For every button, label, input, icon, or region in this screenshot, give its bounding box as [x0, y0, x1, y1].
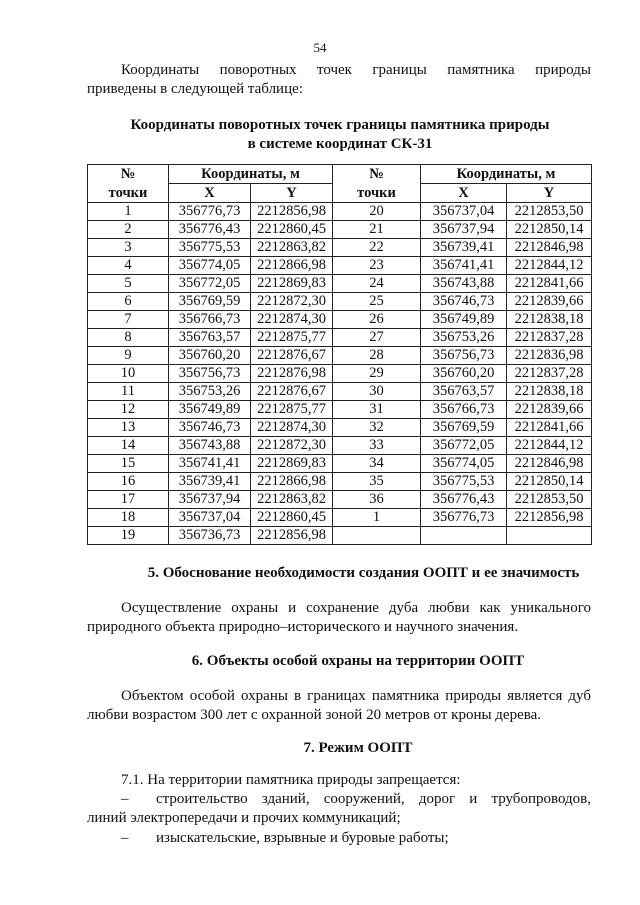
list-item-1-word: трубопроводов,: [491, 791, 591, 807]
dash-marker: –: [121, 830, 129, 846]
section-5-word: уникального: [510, 600, 591, 616]
table-row: [88, 347, 592, 365]
section-5-word: Осуществление: [121, 600, 222, 616]
point-num-cell: 3: [88, 239, 169, 257]
point-num-cell: 24: [333, 275, 421, 293]
section-5-word: любви: [428, 600, 470, 616]
coord-y-cell: 2212863,82: [251, 491, 333, 509]
coord-y-cell: 2212850,14: [507, 221, 592, 239]
coord-x-cell: 356746,73: [169, 419, 251, 437]
point-num-cell: 35: [333, 473, 421, 491]
coord-y-cell: 2212876,98: [251, 365, 333, 383]
table-row: [88, 419, 592, 437]
section-5-word: как: [479, 600, 501, 616]
point-num-cell: 14: [88, 437, 169, 455]
page-number: 54: [313, 40, 327, 55]
coord-y-cell: 2212838,18: [507, 311, 592, 329]
table-row: [88, 527, 592, 545]
table-row: [88, 311, 592, 329]
coord-x-cell: 356774,05: [421, 455, 507, 473]
coord-x-cell: 356737,04: [169, 509, 251, 527]
coord-y-cell: 2212856,98: [507, 509, 592, 527]
section-5-paragraph: [87, 599, 591, 637]
header-coords-right: Координаты, м: [421, 165, 592, 184]
table-row: [88, 293, 592, 311]
list-item-2-text: изыскательские, взрывные и буровые работы;: [156, 830, 449, 846]
coord-x-cell: 356775,53: [169, 239, 251, 257]
intro-word: памятника: [447, 62, 515, 78]
point-num-cell: 33: [333, 437, 421, 455]
section-5-word: охраны: [231, 600, 279, 616]
coord-y-cell: 2212875,77: [251, 401, 333, 419]
section-6-line-1: [87, 687, 591, 706]
coord-y-cell: 2212872,30: [251, 293, 333, 311]
point-num-cell: 1: [333, 509, 421, 527]
coord-y-cell: 2212874,30: [251, 419, 333, 437]
list-item-1-line-2: линий электропередачи и прочих коммуникаций;: [87, 810, 401, 826]
point-num-cell: 26: [333, 311, 421, 329]
coord-y-cell: 2212856,98: [251, 527, 333, 545]
header-num-right: №: [333, 165, 421, 184]
coord-y-cell: 2212860,45: [251, 509, 333, 527]
table-row: [88, 383, 592, 401]
table-row: [88, 365, 592, 383]
coord-y-cell: 2212838,18: [507, 383, 592, 401]
header-num-sub-right: точки: [333, 184, 421, 203]
table-row: [88, 401, 592, 419]
table-title: [0, 116, 640, 154]
list-item-1-word: и: [469, 791, 478, 807]
section-6-word: охраны: [241, 688, 288, 704]
coord-x-cell: 356776,43: [421, 491, 507, 509]
coord-x-cell: 356741,41: [169, 455, 251, 473]
section-6-heading: 6. Объекты особой охраны на территории ООПТ: [191, 653, 525, 669]
section-6-paragraph: [87, 687, 591, 725]
section-5-line-1: [87, 599, 591, 618]
coord-y-cell: 2212856,98: [251, 203, 333, 221]
point-num-cell: 4: [88, 257, 169, 275]
coord-x-cell: 356760,20: [421, 365, 507, 383]
section-6-word: природы: [445, 688, 502, 704]
point-num-cell: [333, 527, 421, 545]
point-num-cell: 11: [88, 383, 169, 401]
table-title-line-1: Координаты поворотных точек границы памятника природы: [130, 117, 550, 133]
table-row: [88, 257, 592, 275]
coord-x-cell: 356756,73: [169, 365, 251, 383]
point-num-cell: 9: [88, 347, 169, 365]
coord-x-cell: 356739,41: [421, 239, 507, 257]
coord-x-cell: 356737,04: [421, 203, 507, 221]
point-num-cell: 28: [333, 347, 421, 365]
coord-x-cell: 356753,26: [421, 329, 507, 347]
coord-y-cell: 2212872,30: [251, 437, 333, 455]
point-num-cell: 18: [88, 509, 169, 527]
coord-y-cell: 2212869,83: [251, 275, 333, 293]
point-num-cell: 30: [333, 383, 421, 401]
intro-word: точек: [316, 62, 352, 78]
section-5-heading: 5. Обоснование необходимости создания ООПТ и ее значимость: [147, 565, 580, 581]
coord-x-cell: 356736,73: [169, 527, 251, 545]
coord-y-cell: 2212863,82: [251, 239, 333, 257]
table-row: [88, 473, 592, 491]
coordinates-table: [87, 164, 592, 545]
section-6-word: границах: [307, 688, 366, 704]
coord-x-cell: 356769,59: [421, 419, 507, 437]
section-6-word: дуб: [568, 688, 591, 704]
coord-y-cell: 2212844,12: [507, 257, 592, 275]
point-num-cell: 22: [333, 239, 421, 257]
intro-word: границы: [372, 62, 427, 78]
dash-marker: –: [121, 791, 129, 807]
coord-y-cell: 2212866,98: [251, 257, 333, 275]
point-num-cell: 23: [333, 257, 421, 275]
point-num-cell: 12: [88, 401, 169, 419]
coord-y-cell: 2212846,98: [507, 455, 592, 473]
header-num-sub-left: точки: [88, 184, 169, 203]
point-num-cell: 1: [88, 203, 169, 221]
header-x-right: X: [421, 184, 507, 203]
header-num-left: №: [88, 165, 169, 184]
coord-x-cell: [421, 527, 507, 545]
table-row: [88, 203, 592, 221]
intro-word: поворотных: [219, 62, 297, 78]
coord-y-cell: 2212841,66: [507, 419, 592, 437]
point-num-cell: 15: [88, 455, 169, 473]
coord-y-cell: 2212869,83: [251, 455, 333, 473]
point-num-cell: 21: [333, 221, 421, 239]
list-item-1-word: зданий,: [261, 791, 310, 807]
coord-y-cell: 2212841,66: [507, 275, 592, 293]
coord-x-cell: 356760,20: [169, 347, 251, 365]
coord-x-cell: 356772,05: [421, 437, 507, 455]
list-item-1-word: строительство: [156, 791, 248, 807]
coord-x-cell: 356775,53: [421, 473, 507, 491]
point-num-cell: 25: [333, 293, 421, 311]
section-5-word: дуба: [388, 600, 419, 616]
section-7-heading: 7. Режим ООПТ: [303, 740, 413, 756]
header-y-left: Y: [251, 184, 333, 203]
point-num-cell: 32: [333, 419, 421, 437]
list-item-1-line-1: [156, 791, 591, 808]
list-item-1-word: дорог: [418, 791, 456, 807]
coord-y-cell: 2212844,12: [507, 437, 592, 455]
section-5-word: и: [288, 600, 297, 616]
coord-y-cell: 2212836,98: [507, 347, 592, 365]
point-num-cell: 34: [333, 455, 421, 473]
point-num-cell: 36: [333, 491, 421, 509]
list-item-1: [121, 791, 591, 808]
coord-x-cell: 356737,94: [169, 491, 251, 509]
section-6-word: в: [294, 688, 302, 704]
point-num-cell: 10: [88, 365, 169, 383]
table-row: [88, 329, 592, 347]
coord-x-cell: 356774,05: [169, 257, 251, 275]
coord-y-cell: 2212837,28: [507, 365, 592, 383]
coord-y-cell: [507, 527, 592, 545]
coord-y-cell: 2212866,98: [251, 473, 333, 491]
table-row: [88, 455, 592, 473]
intro-word: Координаты: [121, 62, 200, 78]
list-item-2: [121, 830, 449, 847]
coord-x-cell: 356743,88: [421, 275, 507, 293]
coord-y-cell: 2212839,66: [507, 293, 592, 311]
coord-x-cell: 356766,73: [169, 311, 251, 329]
coord-y-cell: 2212853,50: [507, 491, 592, 509]
section-6-word: особой: [189, 688, 235, 704]
coord-x-cell: 356739,41: [169, 473, 251, 491]
coord-x-cell: 356756,73: [421, 347, 507, 365]
point-num-cell: 29: [333, 365, 421, 383]
table-row: [88, 239, 592, 257]
coord-y-cell: 2212850,14: [507, 473, 592, 491]
list-item-1-word: сооружений,: [323, 791, 405, 807]
point-num-cell: 27: [333, 329, 421, 347]
point-num-cell: 17: [88, 491, 169, 509]
point-num-cell: 6: [88, 293, 169, 311]
coord-x-cell: 356741,41: [421, 257, 507, 275]
coord-y-cell: 2212853,50: [507, 203, 592, 221]
coord-y-cell: 2212839,66: [507, 401, 592, 419]
point-num-cell: 13: [88, 419, 169, 437]
coord-x-cell: 356753,26: [169, 383, 251, 401]
section-6-word: является: [507, 688, 563, 704]
coord-x-cell: 356749,89: [169, 401, 251, 419]
point-num-cell: 31: [333, 401, 421, 419]
coord-x-cell: 356763,57: [421, 383, 507, 401]
coord-x-cell: 356737,94: [421, 221, 507, 239]
coord-x-cell: 356746,73: [421, 293, 507, 311]
coord-y-cell: 2212837,28: [507, 329, 592, 347]
table-title-line-2: в системе координат СК-31: [247, 136, 433, 152]
coord-y-cell: 2212860,45: [251, 221, 333, 239]
coord-y-cell: 2212875,77: [251, 329, 333, 347]
section-7-1-text: 7.1. На территории памятника природы запрещается:: [121, 772, 461, 788]
section-5-line-2: природного объекта природно–исторического и научного значения.: [87, 619, 519, 635]
header-coords-left: Координаты, м: [169, 165, 333, 184]
section-6-word: Объектом: [121, 688, 184, 704]
coord-y-cell: 2212876,67: [251, 383, 333, 401]
point-num-cell: 20: [333, 203, 421, 221]
coord-x-cell: 356772,05: [169, 275, 251, 293]
intro-word: природы: [535, 62, 591, 78]
coord-y-cell: 2212876,67: [251, 347, 333, 365]
section-6-word: памятника: [371, 688, 440, 704]
header-x-left: X: [169, 184, 251, 203]
coord-x-cell: 356763,57: [169, 329, 251, 347]
table-row: [88, 491, 592, 509]
point-num-cell: 2: [88, 221, 169, 239]
point-num-cell: 8: [88, 329, 169, 347]
section-5-word: сохранение: [306, 600, 379, 616]
header-y-right: Y: [507, 184, 592, 203]
coord-y-cell: 2212874,30: [251, 311, 333, 329]
point-num-cell: 5: [88, 275, 169, 293]
point-num-cell: 19: [88, 527, 169, 545]
coord-x-cell: 356776,73: [169, 203, 251, 221]
coord-x-cell: 356749,89: [421, 311, 507, 329]
coord-x-cell: 356769,59: [169, 293, 251, 311]
point-num-cell: 16: [88, 473, 169, 491]
section-6-line-2: любви возрастом 300 лет с охранной зоной 20 метров от кроны дерева.: [87, 707, 542, 723]
intro-line-1: [121, 62, 591, 79]
coord-y-cell: 2212846,98: [507, 239, 592, 257]
table-row: [88, 509, 592, 527]
coord-x-cell: 356776,43: [169, 221, 251, 239]
table-row: [88, 221, 592, 239]
table-row: [88, 275, 592, 293]
intro-line-2: приведены в следующей таблице:: [87, 81, 303, 97]
coord-x-cell: 356743,88: [169, 437, 251, 455]
coord-x-cell: 356766,73: [421, 401, 507, 419]
table-row: [88, 437, 592, 455]
point-num-cell: 7: [88, 311, 169, 329]
coord-x-cell: 356776,73: [421, 509, 507, 527]
